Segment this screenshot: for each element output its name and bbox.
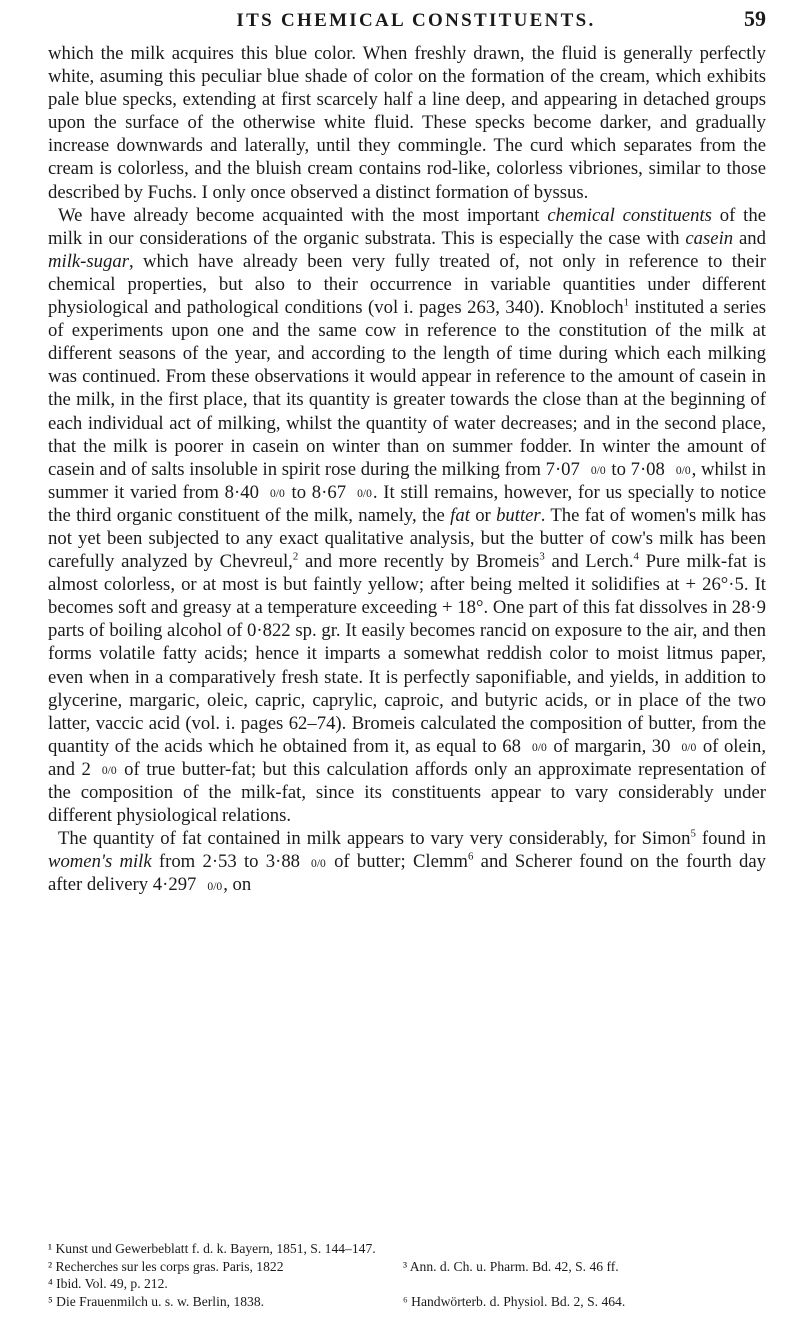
footnote-row: [48, 1258, 766, 1276]
emphasis-womens-milk: women's milk: [48, 851, 152, 873]
page-number: 59: [744, 6, 766, 31]
emphasis-casein: casein: [685, 227, 734, 249]
percent-sign: 0/0: [311, 856, 326, 870]
footnote-ref-1: 1: [623, 296, 629, 309]
footnote-1: ¹ Kunst und Gewerbeblatt f. d. k. Bayern, 1851, S. 144–147.: [48, 1241, 376, 1256]
percent-sign: 0/0: [681, 741, 697, 755]
footnote-ref-6: 6: [467, 850, 474, 863]
percent-sign: 0/0: [207, 879, 223, 893]
percent-sign: 0/0: [101, 764, 117, 778]
footnote-ref-2: 2: [292, 550, 299, 563]
footnote-ref-3: 3: [539, 550, 545, 563]
page-header: [48, 6, 766, 40]
footnote-4: ⁴ Ibid. Vol. 49, p. 212.: [48, 1276, 168, 1291]
running-title: ITS CHEMICAL CONSTITUENTS.: [236, 10, 596, 31]
percent-sign: 0/0: [675, 464, 691, 478]
percent-sign: 0/0: [269, 487, 285, 501]
emphasis-butter: butter: [496, 504, 541, 526]
footnotes: [48, 1240, 766, 1310]
paragraph-2: We have already become acquainted with the most important chemical constituents of the milk in our considerations of the organic substrata. This is especially the case with casein and milk-sugar, which have already been very fully treated of, not only in reference to their chemical properties, but also to their occurrence in variable quantities under different physiological and pathological conditions (vol i. pages 263, 340). Knobloch$^1$ instituted a series of experiments upon one and the same cow in reference to the constitution of the milk at different seasons of the year, and according to the length of time during which each milking was continued. From these observations it would appear in reference to the amount of casein in the milk, in the first place, that its quantity is greater towards the close than at the beginning of each individual act of milking, whilst the quantity of water decreases; and in the second place, that the milk is poorer in casein on winter than on summer fodder. In winter the amount of casein and of salts insoluble in spirit rose during the milking from 7·07 0/0 to 7·08 0/0, whilst in summer it varied from 8·40 0/0 to 8·67 0/0. It still remains, however, for us specially to notice the third organic constituent of the milk, namely, the fat or butter. The fat of women's milk has not yet been subjected to any exact qualitative analysis, but the butter of cow's milk has been carefully analyzed by Chevreul,$^2$ and more recently by Bromeis$^3$ and Lerch.$^4$ Pure milk-fat is almost colorless, or at most is but faintly yellow; after being melted it solidifies at + 26°·5. It becomes soft and greasy at a temperature exceeding + 18°. One part of this fat dissolves in 28·9 parts of boiling alcohol of 0·822 sp. gr. It easily becomes rancid on exposure to the air, and then forms volatile fatty acids; hence it imparts a somewhat reddish color to moist litmus paper, even when in a comparatively fresh state. It is perfectly saponifiable, and yields, in addition to glycerine, margaric, oleic, capric, caprylic, caproic, and butyric acids, or in place of the two latter, vaccic acid (vol. i. pages 62–74). Bromeis calculated the composition of butter, from the quantity of the acids which he obtained from it, as equal to 68 0/0 of margarin, 30 0/0 of olein, and 2 0/0 of true butter-fat; but this calculation affords only an approximate representation of the composition of the milk-fat, since its constituents appear to vary considerably under different physiological relations.: [48, 204, 767, 827]
footnote-5: ⁵ Die Frauenmilch u. s. w. Berlin, 1838.: [48, 1293, 265, 1309]
paragraph-3: The quantity of fat contained in milk appears to vary very considerably, for Simon$^5$ found in women's milk from 2·53 to 3·88 0/0 of butter; Clemm$^6$ and Scherer found on the fourth day after delivery 4·297 0/0, on: [48, 827, 766, 896]
percent-sign: 0/0: [357, 487, 372, 501]
paragraph-1: which the milk acquires this blue color. When freshly drawn, the fluid is generally perfectly white, asuming this peculiar blue shade of color on the formation of the cream, which exhibits pale blue specks, extending at first scarcely half a line deep, and appearing in detached groups upon the surface of the otherwise white fluid. These specks become darker, and gradually increase downwards and laterally, until they commingle. The curd which separates from the cream is colorless, and the bluish cream contains rod-like, colorless vibriones, similar to those described by Fuchs. I only once observed a distinct formation of byssus.: [48, 43, 766, 203]
footnote-ref-4: 4: [633, 550, 639, 563]
emphasis-chemical-constituents: chemical constituents: [547, 204, 712, 226]
emphasis-milk-sugar: milk-sugar: [48, 250, 129, 272]
footnote-3: ³ Ann. d. Ch. u. Pharm. Bd. 42, S. 46 ff.: [403, 1258, 619, 1274]
emphasis-fat: fat: [450, 504, 470, 526]
footnote-6: ⁶ Handwörterb. d. Physiol. Bd. 2, S. 464.: [403, 1293, 626, 1309]
percent-sign: 0/0: [531, 741, 547, 755]
footnote-row: [48, 1293, 766, 1311]
footnote-ref-5: 5: [690, 827, 696, 840]
footnote-2: ² Recherches sur les corps gras. Paris, 1822: [48, 1258, 284, 1274]
percent-sign: 0/0: [590, 464, 606, 478]
body-text: [48, 42, 766, 896]
